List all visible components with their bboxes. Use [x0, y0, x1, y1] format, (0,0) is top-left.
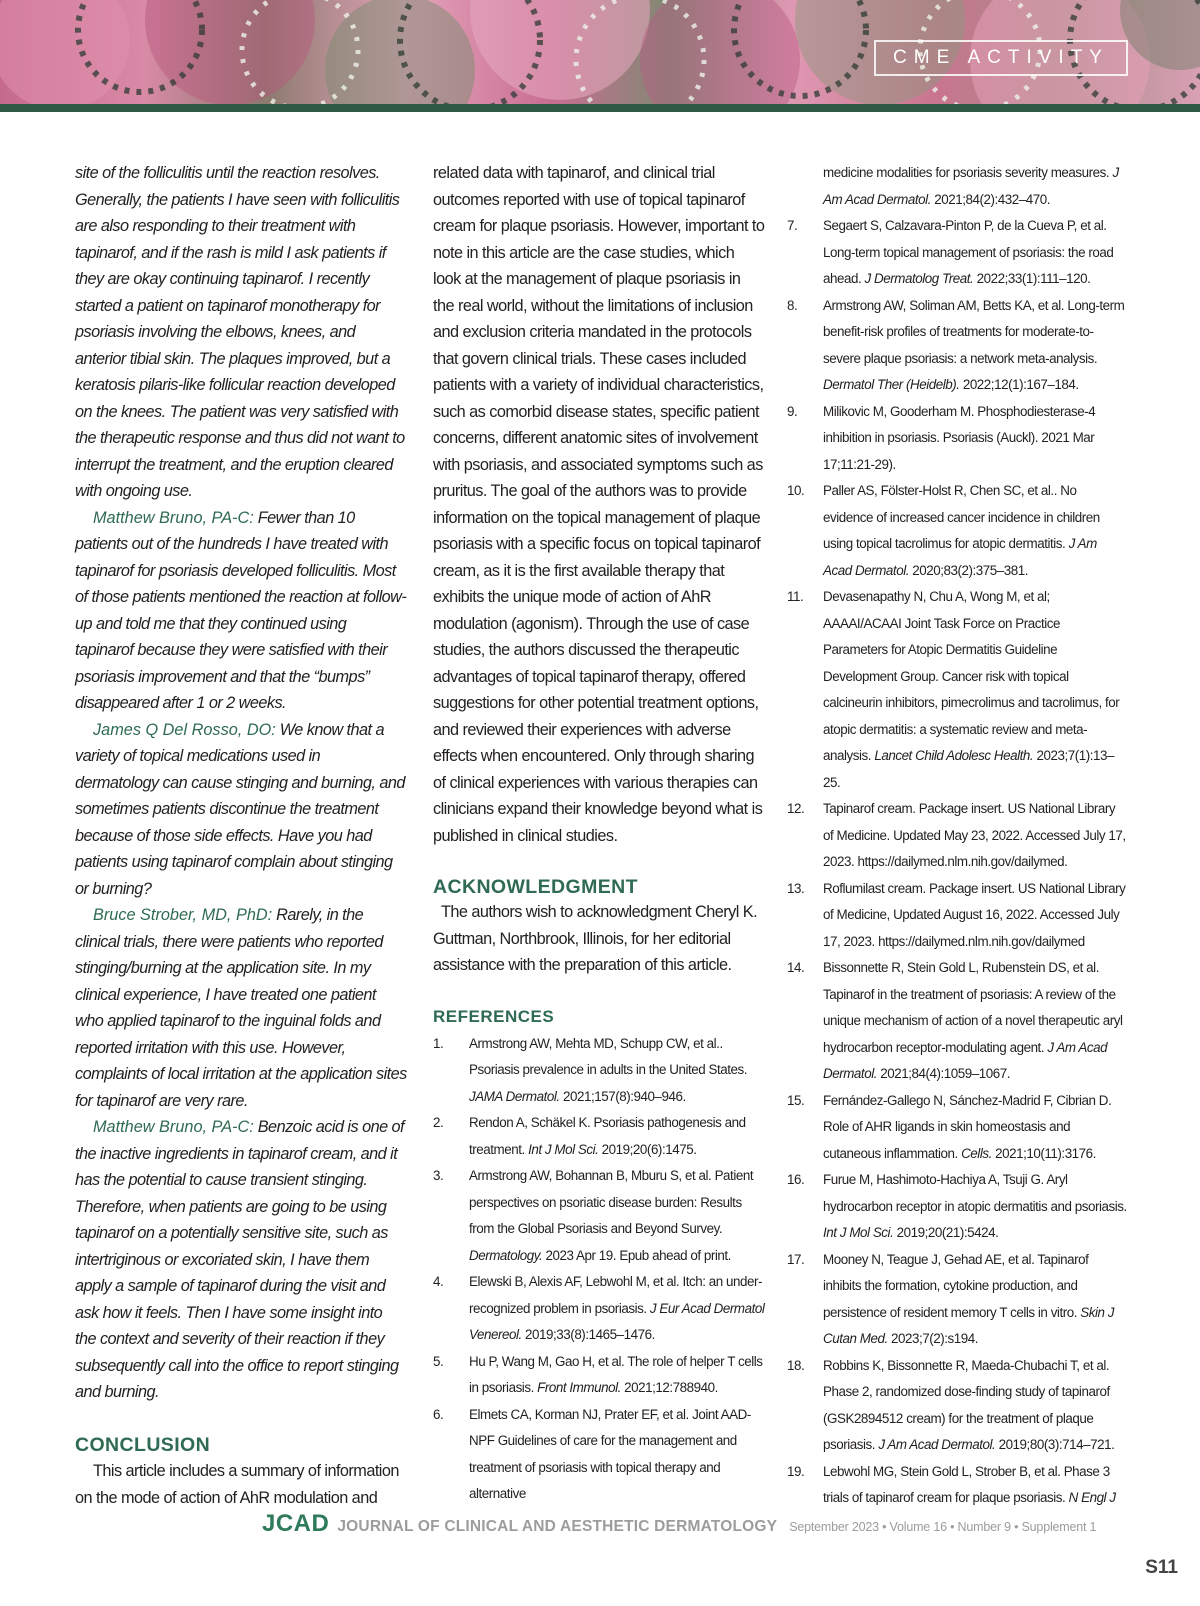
header-divider	[0, 104, 1200, 112]
reference-text: Rendon A, Schäkel K. Psoriasis pathogenesis and treatment. Int J Mol Sci. 2019;20(6):1475.	[469, 1115, 746, 1157]
reference-item	[433, 1402, 765, 1508]
journal-footer	[262, 1510, 1112, 1550]
reference-item	[787, 1088, 1127, 1168]
jcad-logo: JCAD	[262, 1510, 330, 1537]
reference-number: 2.	[433, 1115, 444, 1130]
reference-number: 10.	[787, 483, 805, 498]
reference-text: Armstrong AW, Bohannan B, Mburu S, et al. Patient perspectives on psoriatic disease burden: Results from the Global Psoriasis and Beyond Survey. Dermatology. 2023 Apr 19. Epub ahead of print.	[469, 1168, 754, 1263]
journal-name: JOURNAL OF CLINICAL AND AESTHETIC DERMATOLOGY	[337, 1518, 778, 1535]
reference-text: Robbins K, Bissonnette R, Maeda-Chubachi T, et al. Phase 2, randomized dose-finding study of tapinarof (GSK2894512 cream) for the treatment of plaque psoriasis. J Am Acad Dermatol. 2019;80(3):714–721.	[823, 1357, 1115, 1452]
reference-text: Elmets CA, Korman NJ, Prater EF, et al. Joint AAD-NPF Guidelines of care for the management and treatment of psoriasis with topical therapy and alternative	[469, 1406, 751, 1501]
paragraph-5	[75, 1114, 407, 1406]
conclusion-paragraph: This article includes a summary of information on the mode of action of AhR modulation and	[75, 1462, 399, 1507]
speaker-name: Matthew Bruno, PA-C:	[93, 1118, 254, 1136]
reference-item	[787, 1353, 1127, 1459]
reference-text: Tapinarof cream. Package insert. US National Library of Medicine. Updated May 23, 2022. Accessed July 17, 2023. https://dailymed.nlm.nih.gov/dailymed.	[823, 801, 1126, 869]
speaker-name: James Q Del Rosso, DO:	[93, 720, 276, 739]
paragraph-continued: related data with tapinarof, and clinical trial outcomes reported with use of topical tapinarof cream for plaque psoriasis. However, important to note in this article are the case studies, which look at the management of plaque psoriasis in the real world, without the limitations of inclusion and exclusion criteria mandated in the protocols that govern clinical trials. These cases included patients with a variety of individual characteristics, such as comorbid disease states, specific patient concerns, different anatomic sites of involvement with psoriasis, and associated symptoms such as pruritus. The goal of the authors was to provide information on the topical management of plaque psoriasis with a specific focus on topical tapinarof cream, as it is the first available therapy that exhibits the unique mode of action of AhR modulation (agonism). Through the use of case studies, the authors discussed the therapeutic advantages of topical tapinarof therapy, offered suggestions for other potential treatment options, and reviewed their experiences with adverse effects when encountered. Only through sharing of clinical experiences with various therapies can clinicians expand their knowledge beyond what is published in clinical studies.	[433, 164, 765, 845]
reference-text: Paller AS, Fölster-Holst R, Chen SC, et al.. No evidence of increased cancer incidence in children using topical tacrolimus for atopic dermatitis. J Am Acad Dermatol. 2020;83(2):375–381.	[823, 483, 1100, 578]
reference-number: 15.	[787, 1092, 805, 1108]
speaker-name: Matthew Bruno, PA-C:	[93, 508, 254, 527]
reference-text: Segaert S, Calzavara-Pinton P, de la Cueva P, et al. Long-term topical management of psoriasis: the road ahead. J Dermatolog Treat. 2022;33(1):111–120.	[823, 218, 1114, 286]
reference-item	[787, 584, 1127, 796]
reference-text: Milikovic M, Gooderham M. Phosphodiesterase-4 inhibition in psoriasis. Psoriasis (Auckl). 2021 Mar 17;11:21-29).	[823, 403, 1096, 472]
reference-text: Bissonnette R, Stein Gold L, Rubenstein DS, et al. Tapinarof in the treatment of psoriasis: A review of the unique mechanism of action of a novel therapeutic aryl hydrocarbon receptor-modulating agent. J Am Acad Dermatol. 2021;84(4):1059–1067.	[823, 960, 1123, 1081]
paragraph-2	[75, 505, 407, 717]
column-1	[75, 160, 407, 1511]
reference-number: 8.	[787, 297, 798, 313]
reference-text: Lebwohl MG, Stein Gold L, Strober B, et al. Phase 3 trials of tapinarof cream for plaque psoriasis. N Engl J	[823, 1463, 1116, 1505]
reference-number: 4.	[433, 1274, 444, 1289]
page-number: S11	[1145, 1557, 1178, 1578]
reference-number: 7.	[787, 218, 798, 233]
reference-number: 14.	[787, 960, 805, 975]
reference-item	[787, 213, 1127, 293]
reference-text: Hu P, Wang M, Gao H, et al. The role of helper T cells in psoriasis. Front Immunol. 2021;12:788940.	[469, 1353, 763, 1395]
reference-number: 16.	[787, 1172, 805, 1187]
reference-item	[433, 1349, 765, 1402]
reference-item	[433, 1163, 765, 1269]
acknowledgment-heading: ACKNOWLEDGMENT	[433, 876, 638, 898]
reference-text: Armstrong AW, Soliman AM, Betts KA, et al. Long-term benefit-risk profiles of treatments for moderate-to-severe plaque psoriasis: a network meta-analysis. Dermatol Ther (Heidelb). 2022;12(1):167–184.	[823, 297, 1125, 392]
column-3	[787, 160, 1127, 1512]
reference-text: Elewski B, Alexis AF, Lebwohl M, et al. Itch: an under-recognized problem in psoriasis. J Eur Acad Dermatol Venereol. 2019;33(8):1465–1476.	[469, 1274, 765, 1342]
reference-number: 9.	[787, 403, 798, 419]
speaker-name: Bruce Strober, MD, PhD:	[93, 906, 273, 924]
reference-list-continued	[787, 213, 1127, 1512]
reference-list	[433, 1031, 765, 1508]
reference-number: 11.	[787, 589, 804, 604]
reference-item	[787, 1459, 1127, 1512]
reference-item	[433, 1031, 765, 1111]
reference-number: 5.	[433, 1353, 444, 1369]
speaker-text: We know that a variety of topical medications used in dermatology can cause stinging and burning, and sometimes patients discontinue the treatment because of those side effects. Have you had patients using tapinarof complain about stinging or burning?	[75, 720, 405, 898]
reference-number: 3.	[433, 1168, 444, 1183]
reference-item	[433, 1110, 765, 1163]
reference-item	[787, 876, 1127, 956]
reference-number: 19.	[787, 1463, 805, 1479]
reference-text: Furue M, Hashimoto-Hachiya A, Tsuji G. Aryl hydrocarbon receptor in atopic dermatitis and psoriasis. Int J Mol Sci. 2019;20(21):5424.	[823, 1172, 1127, 1240]
reference-item	[787, 796, 1127, 876]
paragraph-4	[75, 902, 407, 1114]
reference-text: Devasenapathy N, Chu A, Wong M, et al; AAAAI/ACAAI Joint Task Force on Practice Parameters for Atopic Dermatitis Guideline Development Group. Cancer risk with topical calcineurin inhibitors, pimecrolimus and tacrolimus, for atopic dermatitis: a systematic review and meta-analysis. Lancet Child Adolesc Health. 2023;7(1):13–25.	[823, 589, 1120, 790]
references-heading: REFERENCES	[433, 1006, 555, 1026]
paragraph-3	[75, 717, 407, 903]
reference-item	[787, 293, 1127, 399]
conclusion-heading: CONCLUSION	[75, 1433, 211, 1456]
reference-item	[787, 1167, 1127, 1247]
speaker-text: Benzoic acid is one of the inactive ingredients in tapinarof cream, and it has the potential to cause transient stinging. Therefore, when patients are going to be using tapinarof on a potentially sensitive site, such as intertriginous or excoriated skin, I have them apply a sample of tapinarof during the visit and ask how it feels. Then I have some insight into the context and severity of their reaction if they subsequently call into the office to report stinging and burning.	[75, 1118, 405, 1401]
reference-text: Mooney N, Teague J, Gehad AE, et al. Tapinarof inhibits the formation, cytokine production, and persistence of resident memory T cells in vitro. Skin J Cutan Med. 2023;7(2):s194.	[823, 1251, 1115, 1346]
column-2	[433, 160, 765, 1508]
header-banner	[0, 0, 1200, 104]
reference-continued: medicine modalities for psoriasis severity measures. J Am Acad Dermatol. 2021;84(2):432–470.	[823, 165, 1119, 207]
reference-text: Roflumilast cream. Package insert. US National Library of Medicine, Updated August 16, 2022. Accessed July 17, 2023. https://dailymed.nlm.nih.gov/dailymed	[823, 880, 1126, 949]
issue-info: September 2023 • Volume 16 • Number 9 • Supplement 1	[789, 1520, 1097, 1534]
reference-number: 1.	[433, 1035, 444, 1051]
reference-number: 17.	[787, 1251, 805, 1267]
reference-text: Fernández-Gallego N, Sánchez-Madrid F, Cibrian D. Role of AHR ligands in skin homeostasis and cutaneous inflammation. Cells. 2021;10(11):3176.	[823, 1092, 1112, 1161]
reference-item	[433, 1269, 765, 1349]
reference-item	[787, 955, 1127, 1088]
speaker-text: Fewer than 10 patients out of the hundreds I have treated with tapinarof for psoriasis developed folliculitis. Most of those patients mentioned the reaction at follow-up and told me that they continued using tapinarof because they were satisfied with their psoriasis improvement and that the “bumps” disappeared after 1 or 2 weeks.	[75, 508, 407, 712]
reference-item	[787, 1247, 1127, 1353]
reference-number: 13.	[787, 880, 805, 896]
reference-number: 18.	[787, 1357, 805, 1373]
paragraph-1: site of the folliculitis until the reaction resolves. Generally, the patients I have seen with folliculitis are also responding to their treatment with tapinarof, and if the rash is mild I ask patients if they are okay continuing tapinarof. I recently started a patient on tapinarof monotherapy for psoriasis involving the elbows, knees, and anterior tibial skin. The plaques improved, but a keratosis pilaris-like follicular reaction developed on the knees. The patient was very satisfied with the therapeutic response and thus did not want to interrupt the treatment, and the eruption cleared with ongoing use.	[75, 164, 405, 500]
cme-activity-label: CME ACTIVITY	[893, 47, 1109, 68]
reference-item	[787, 478, 1127, 584]
acknowledgment-paragraph: The authors wish to acknowledgment Cheryl K. Guttman, Northbrook, Illinois, for her editorial assistance with the preparation of this article.	[433, 903, 758, 974]
speaker-text: Rarely, in the clinical trials, there were patients who reported stinging/burning at the application site. In my clinical experience, I have treated one patient who applied tapinarof to the inguinal folds and reported irritation with this use. However, complaints of local irritation at the application sites for tapinarof are very rare.	[75, 906, 407, 1110]
reference-text: Armstrong AW, Mehta MD, Schupp CW, et al.. Psoriasis prevalence in adults in the United States. JAMA Dermatol. 2021;157(8):940–946.	[469, 1035, 748, 1104]
reference-number: 12.	[787, 801, 805, 816]
reference-item	[787, 399, 1127, 479]
reference-number: 6.	[433, 1406, 444, 1422]
cme-activity-badge	[874, 40, 1128, 76]
